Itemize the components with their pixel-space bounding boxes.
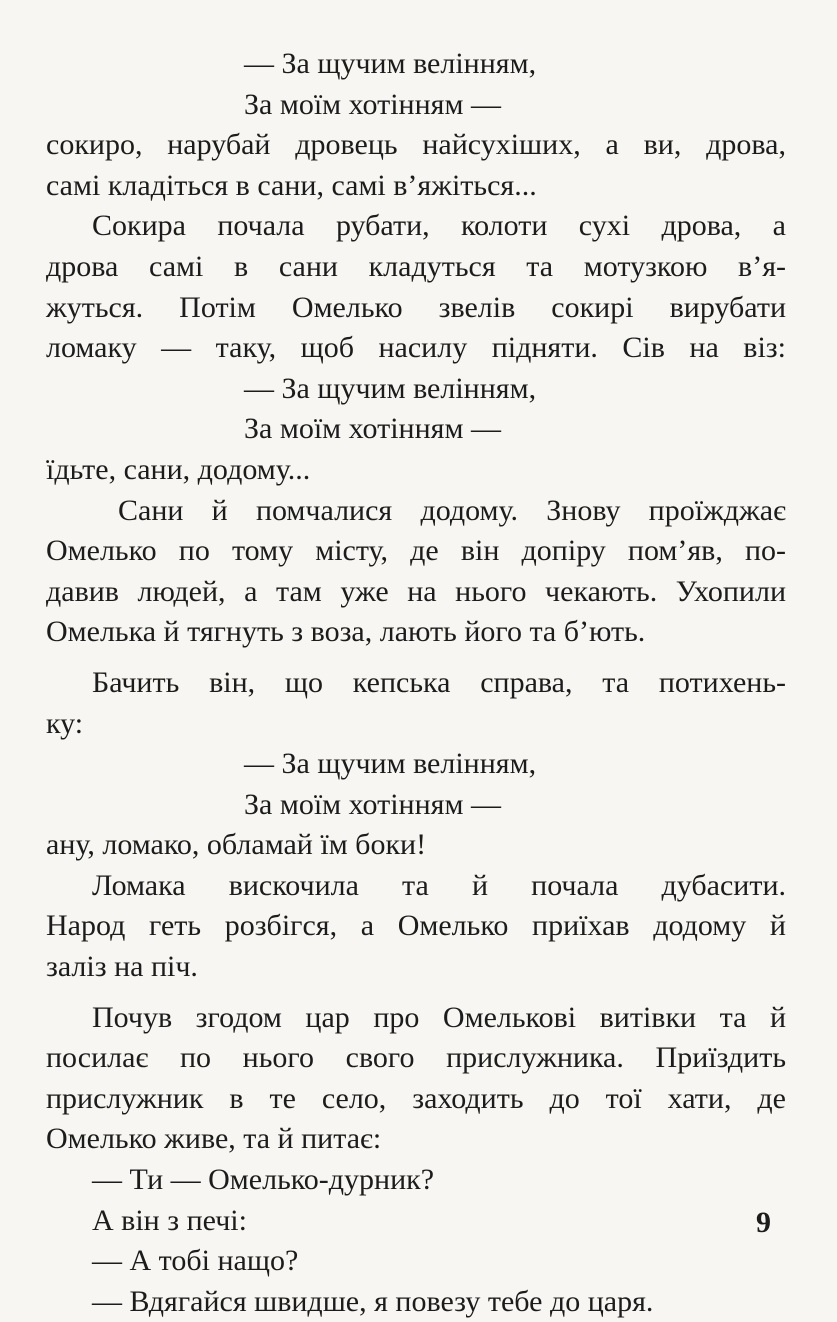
- text-line: жуться. Потім Омелько звелів сокирі вирубати: [46, 290, 786, 324]
- verse-line: За моїм хотінням —: [244, 412, 501, 446]
- text-line: посилає по нього свого прислужника. Приїздить: [46, 1041, 786, 1075]
- verse-line: За моїм хотінням —: [244, 87, 501, 121]
- verse-line: — За щучим велінням,: [244, 371, 537, 405]
- verse-line: — За щучим велінням,: [244, 747, 537, 781]
- paragraph-start-line: Сокира почала рубати, колоти сухі дрова, а: [92, 209, 786, 243]
- text-line: ану, ломако, обламай їм боки!: [46, 828, 427, 862]
- text-line: Омелька й тягнуть з воза, лають його та б’ють.: [46, 615, 646, 649]
- text-line: ломаку — таку, щоб насилу підняти. Сів на віз:: [46, 331, 786, 365]
- text-line: Омелько живе, та й питає:: [46, 1122, 382, 1156]
- text-line: ку:: [46, 706, 84, 740]
- text-line: прислужник в те село, заходить до тої хати, де: [46, 1081, 786, 1115]
- dialogue-line: — Вдягайся швидше, я повезу тебе до царя.: [92, 1284, 654, 1318]
- dialogue-line: — А тобі нащо?: [92, 1244, 299, 1278]
- text-line: Омелько по тому місту, де він допіру пом’яв, по-: [46, 534, 786, 568]
- paragraph-start-line: Бачить він, що кепська справа, та потихень-: [92, 665, 786, 699]
- paragraph-start-line: Ломака вискочила та й почала дубасити.: [92, 868, 786, 902]
- text-line: давив людей, а там уже на нього чекають. Ухопили: [46, 574, 786, 608]
- paragraph-start-line: Почув згодом цар про Омелькові витівки та й: [92, 1000, 786, 1034]
- text-line: Народ геть розбігся, а Омелько приїхав додому й: [46, 909, 786, 943]
- text-line: дрова самі в сани кладуться та мотузкою в’я-: [46, 249, 786, 283]
- verse-line: — За щучим велінням,: [244, 47, 537, 80]
- text-line: заліз на піч.: [46, 950, 198, 984]
- paragraph-start-line: Сани й помчалися додому. Знову проїжджає: [118, 493, 786, 527]
- text-line: їдьте, сани, додому...: [46, 452, 311, 486]
- story-text: [46, 44, 786, 1322]
- page-number: 9: [756, 1206, 771, 1239]
- verse-line: За моїм хотінням —: [244, 787, 501, 821]
- text-line: сокиро, нарубай дровець найсухіших, а ви, дрова,: [46, 128, 786, 162]
- dialogue-line: — Ти — Омелько-дурник?: [92, 1163, 435, 1197]
- dialogue-line: А він з печі:: [92, 1203, 247, 1237]
- text-line: самі кладіться в сани, самі в’яжіться...: [46, 168, 537, 202]
